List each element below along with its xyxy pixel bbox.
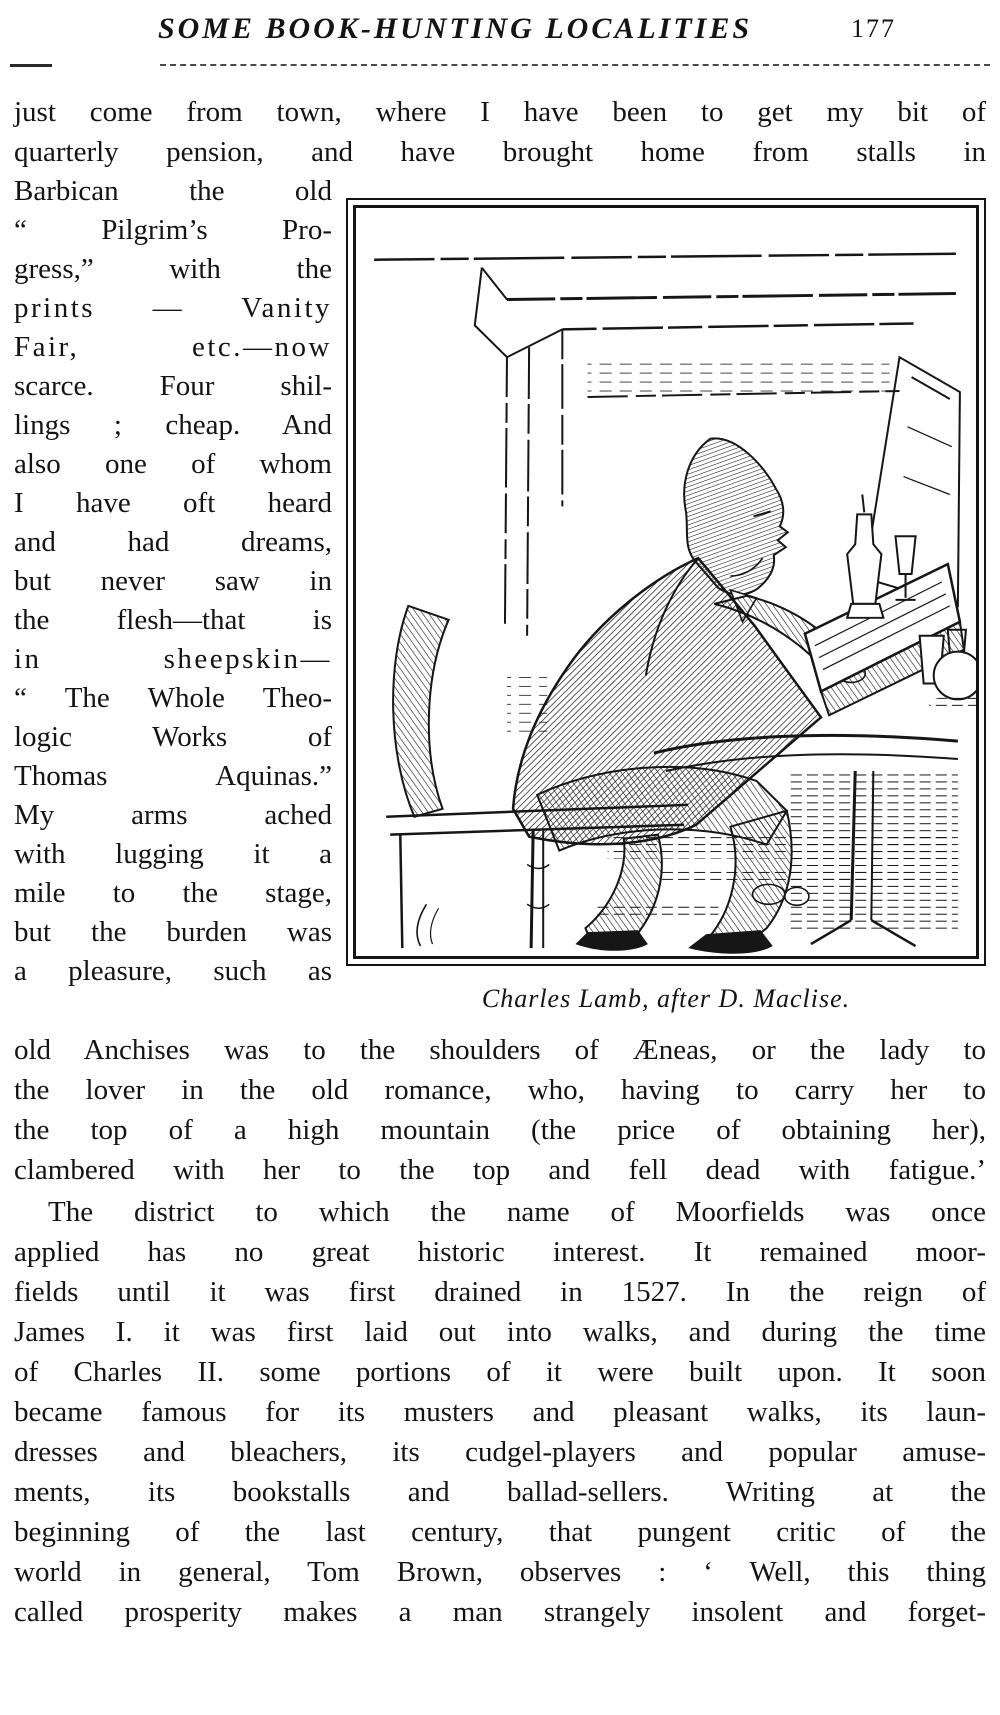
rule-dash bbox=[10, 64, 52, 67]
illustration-figure bbox=[346, 198, 986, 1014]
text-line: scarce. Four shil- bbox=[14, 370, 332, 402]
text-line: “ Pilgrim’s Pro- bbox=[14, 214, 332, 246]
illustration-frame bbox=[346, 198, 986, 966]
moorfields-paragraph bbox=[14, 1192, 986, 1632]
text-line: quarterly pension, and have brought home from stalls in bbox=[14, 136, 986, 168]
rule-dotted-line bbox=[160, 64, 990, 66]
text-line: also one of whom bbox=[14, 448, 332, 480]
text-line: My arms ached bbox=[14, 799, 332, 831]
text-line: the top of a high mountain (the price of obtaining her), bbox=[14, 1114, 986, 1146]
text-line: James I. it was first laid out into walks, and during the time bbox=[14, 1316, 986, 1348]
text-line: Barbican the old bbox=[14, 175, 332, 207]
illustration-frame-inner bbox=[353, 205, 979, 959]
text-line: gress,” with the bbox=[14, 253, 332, 285]
text-line: mile to the stage, bbox=[14, 877, 332, 909]
paragraph-continuation bbox=[14, 1030, 986, 1190]
text-line: of Charles II. some portions of it were built upon. It soon bbox=[14, 1356, 986, 1388]
text-line: but never saw in bbox=[14, 565, 332, 597]
illustration-caption: Charles Lamb, after D. Maclise. bbox=[481, 984, 851, 1013]
text-line: called prosperity makes a man strangely insolent and forget- bbox=[14, 1596, 986, 1628]
text-line: became famous for its musters and pleasant walks, its laun- bbox=[14, 1396, 986, 1428]
chair-back bbox=[393, 606, 448, 817]
text-line: “ The Whole Theo- bbox=[14, 682, 332, 714]
text-line: Fair, etc.—now bbox=[14, 331, 332, 363]
page-header bbox=[0, 0, 1000, 52]
charles-lamb-engraving bbox=[356, 208, 976, 956]
text-line: and had dreams, bbox=[14, 526, 332, 558]
text-line: just come from town, where I have been to get my bit of bbox=[14, 96, 986, 128]
text-line: Thomas Aquinas.” bbox=[14, 760, 332, 792]
text-line: dresses and bleachers, its cudgel-players and popular amuse- bbox=[14, 1436, 986, 1468]
left-column-text bbox=[14, 172, 332, 1014]
text-line: ments, its bookstalls and ballad-sellers. Writing at the bbox=[14, 1476, 986, 1508]
mantel-shelf bbox=[374, 254, 956, 357]
text-line: fields until it was first drained in 1527. In the reign of bbox=[14, 1276, 986, 1308]
text-line: prints — Vanity bbox=[14, 292, 332, 324]
text-line: world in general, Tom Brown, observes : ‘ Well, this thing bbox=[14, 1556, 986, 1588]
running-title: SOME BOOK-HUNTING LOCALITIES bbox=[157, 12, 753, 45]
text-and-illustration bbox=[14, 172, 986, 1014]
page-number: 177 bbox=[851, 14, 896, 43]
text-line: the flesh—that is bbox=[14, 604, 332, 636]
text-line: the lover in the old romance, who, having to carry her to bbox=[14, 1074, 986, 1106]
wall-shading bbox=[587, 357, 899, 397]
text-line: old Anchises was to the shoulders of Æneas, or the lady to bbox=[14, 1034, 986, 1066]
text-line: but the burden was bbox=[14, 916, 332, 948]
text-line: beginning of the last century, that pungent critic of the bbox=[14, 1516, 986, 1548]
text-line: lings ; cheap. And bbox=[14, 409, 332, 441]
text-line: clambered with her to the top and fell dead with fatigue.’ bbox=[14, 1154, 986, 1186]
header-rule bbox=[10, 62, 990, 68]
figure-legs bbox=[537, 767, 791, 954]
text-line: logic Works of bbox=[14, 721, 332, 753]
text-line: with lugging it a bbox=[14, 838, 332, 870]
fireplace-column bbox=[505, 329, 562, 735]
text-line: The district to which the name of Moorfields was once bbox=[48, 1196, 986, 1228]
text-line: applied has no great historic interest. It remained moor- bbox=[14, 1236, 986, 1268]
text-line: I have oft heard bbox=[14, 487, 332, 519]
text-line: in sheepskin— bbox=[14, 643, 332, 675]
intro-paragraph bbox=[14, 92, 986, 172]
text-line: a pleasure, such as bbox=[14, 955, 332, 987]
